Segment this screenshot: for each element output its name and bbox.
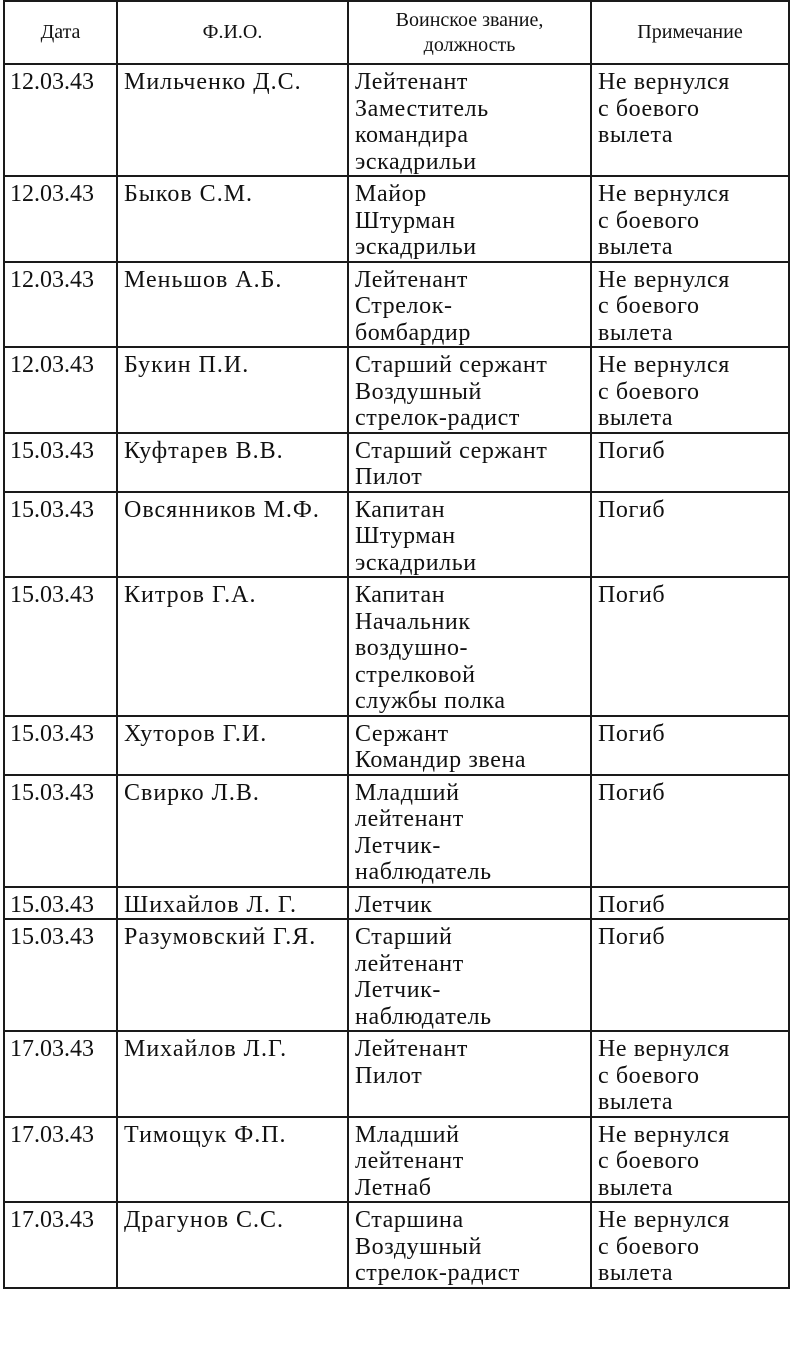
note-line: вылета (598, 1089, 674, 1115)
note-line: Погиб (598, 779, 666, 806)
cell-note (591, 492, 789, 578)
cell-name: Мильченко Д.С. (117, 64, 348, 176)
rank-line: Начальник (355, 608, 471, 635)
note-line: Не вернулся (598, 69, 730, 95)
cell-note (591, 1117, 789, 1203)
rank-line: Старший (355, 924, 453, 950)
rank-line: Пилот (355, 1062, 423, 1089)
note-line: Не вернулся (598, 1036, 730, 1062)
note-line: вылета (598, 234, 674, 260)
table-row (4, 347, 789, 433)
rank-line: эскадрильи (355, 549, 477, 576)
rank-line: стрелковой (355, 661, 476, 688)
rank-line: воздушно- (355, 635, 469, 661)
header-name: Ф.И.О. (117, 1, 348, 64)
note-line: с боевого (598, 95, 700, 122)
rank-line: Стрелок- (355, 293, 453, 319)
cell-note (591, 262, 789, 348)
cell-date: 15.03.43 (4, 887, 117, 920)
cell-rank (348, 262, 591, 348)
note-line: Погиб (598, 437, 666, 464)
rank-line: службы полка (355, 688, 506, 714)
cell-date: 15.03.43 (4, 775, 117, 887)
note-line: вылета (598, 1260, 674, 1286)
casualty-table (3, 0, 790, 1289)
rank-line: стрелок-радист (355, 1260, 520, 1286)
cell-date: 15.03.43 (4, 433, 117, 492)
cell-date: 12.03.43 (4, 347, 117, 433)
note-line: Не вернулся (598, 181, 730, 207)
cell-name: Драгунов С.С. (117, 1202, 348, 1288)
cell-name: Разумовский Г.Я. (117, 919, 348, 1031)
header-rank-line2: должность (423, 33, 516, 56)
note-line: с боевого (598, 1233, 700, 1260)
note-line: Не вернулся (598, 352, 730, 378)
rank-line: Старший сержант (355, 437, 548, 464)
cell-date: 15.03.43 (4, 577, 117, 716)
note-line: вылета (598, 1174, 674, 1201)
cell-note (591, 433, 789, 492)
table-row (4, 1117, 789, 1203)
rank-line: Штурман (355, 523, 456, 549)
note-line: Погиб (598, 582, 666, 608)
rank-line: стрелок-радист (355, 405, 520, 431)
rank-line: наблюдатель (355, 1003, 492, 1030)
cell-date: 17.03.43 (4, 1117, 117, 1203)
note-line: Не вернулся (598, 1207, 730, 1233)
cell-date: 15.03.43 (4, 919, 117, 1031)
table-body (4, 64, 789, 1288)
note-line: с боевого (598, 293, 700, 319)
cell-rank (348, 919, 591, 1031)
cell-rank (348, 492, 591, 578)
cell-note (591, 887, 789, 920)
rank-line: Майор (355, 181, 427, 207)
rank-line: Сержант (355, 720, 449, 747)
note-line: с боевого (598, 378, 700, 405)
cell-rank (348, 176, 591, 262)
table-row (4, 262, 789, 348)
cell-rank (348, 1202, 591, 1288)
table-row (4, 492, 789, 578)
cell-rank (348, 64, 591, 176)
cell-rank (348, 347, 591, 433)
rank-line: Летнаб (355, 1174, 432, 1201)
header-rank-line1: Воинское звание, (395, 8, 544, 31)
rank-line: Заместитель (355, 95, 489, 122)
rank-line: лейтенант (355, 1148, 464, 1174)
cell-name: Хуторов Г.И. (117, 716, 348, 775)
cell-name: Тимощук Ф.П. (117, 1117, 348, 1203)
cell-name: Китров Г.А. (117, 577, 348, 716)
cell-rank (348, 1117, 591, 1203)
header-date: Дата (4, 1, 117, 64)
rank-line: эскадрильи (355, 234, 477, 260)
cell-date: 12.03.43 (4, 176, 117, 262)
cell-rank (348, 775, 591, 887)
table-row (4, 577, 789, 716)
rank-line: эскадрильи (355, 148, 477, 175)
note-line: Не вернулся (598, 1121, 730, 1148)
rank-line: Воздушный (355, 378, 482, 405)
rank-line: Младший (355, 779, 460, 806)
cell-date: 15.03.43 (4, 716, 117, 775)
rank-line: Капитан (355, 582, 446, 608)
cell-rank (348, 1031, 591, 1117)
rank-line: Старший сержант (355, 352, 548, 378)
table-row (4, 716, 789, 775)
rank-line: Пилот (355, 464, 423, 490)
cell-name: Букин П.И. (117, 347, 348, 433)
rank-line: Летчик- (355, 832, 442, 859)
table-row (4, 1031, 789, 1117)
cell-note (591, 347, 789, 433)
cell-note (591, 176, 789, 262)
rank-line: Воздушный (355, 1233, 482, 1260)
cell-rank (348, 433, 591, 492)
note-line: с боевого (598, 207, 700, 234)
rank-line: Лейтенант (355, 266, 468, 293)
rank-line: лейтенант (355, 806, 464, 832)
cell-name: Михайлов Л.Г. (117, 1031, 348, 1117)
rank-line: Старшина (355, 1207, 464, 1233)
table-row (4, 1202, 789, 1288)
cell-date: 17.03.43 (4, 1202, 117, 1288)
rank-line: Младший (355, 1121, 460, 1148)
table-row (4, 64, 789, 176)
rank-line: Лейтенант (355, 69, 468, 95)
header-row (4, 1, 789, 64)
table-row (4, 176, 789, 262)
note-line: вылета (598, 319, 674, 346)
cell-date: 15.03.43 (4, 492, 117, 578)
rank-line: Летчик (355, 891, 433, 918)
cell-date: 12.03.43 (4, 64, 117, 176)
note-line: вылета (598, 122, 674, 148)
note-line: Погиб (598, 891, 666, 918)
note-line: Погиб (598, 720, 666, 747)
cell-note (591, 716, 789, 775)
cell-note (591, 775, 789, 887)
cell-note (591, 577, 789, 716)
note-line: с боевого (598, 1148, 700, 1174)
table-row (4, 887, 789, 920)
rank-line: Летчик- (355, 977, 442, 1003)
cell-rank (348, 887, 591, 920)
cell-date: 17.03.43 (4, 1031, 117, 1117)
note-line: Не вернулся (598, 266, 730, 293)
cell-rank (348, 577, 591, 716)
cell-note (591, 1031, 789, 1117)
cell-rank (348, 716, 591, 775)
rank-line: Лейтенант (355, 1036, 468, 1062)
cell-note (591, 1202, 789, 1288)
cell-name: Свирко Л.В. (117, 775, 348, 887)
table-row (4, 433, 789, 492)
cell-name: Овсянников М.Ф. (117, 492, 348, 578)
note-line: Погиб (598, 924, 666, 950)
rank-line: бомбардир (355, 319, 471, 346)
note-line: вылета (598, 405, 674, 431)
cell-name: Куфтарев В.В. (117, 433, 348, 492)
note-line: с боевого (598, 1062, 700, 1089)
rank-line: наблюдатель (355, 859, 492, 885)
rank-line: Командир звена (355, 747, 527, 773)
note-line: Погиб (598, 496, 666, 523)
cell-name: Быков С.М. (117, 176, 348, 262)
rank-line: Штурман (355, 207, 456, 234)
rank-line: командира (355, 122, 469, 148)
cell-date: 12.03.43 (4, 262, 117, 348)
table-header (4, 1, 789, 64)
cell-name: Шихайлов Л. Г. (117, 887, 348, 920)
table-row (4, 775, 789, 887)
header-rank (348, 1, 591, 64)
rank-line: Капитан (355, 496, 446, 523)
cell-name: Меньшов А.Б. (117, 262, 348, 348)
cell-note (591, 919, 789, 1031)
cell-note (591, 64, 789, 176)
header-note: Примечание (591, 1, 789, 64)
table-row (4, 919, 789, 1031)
rank-line: лейтенант (355, 950, 464, 977)
